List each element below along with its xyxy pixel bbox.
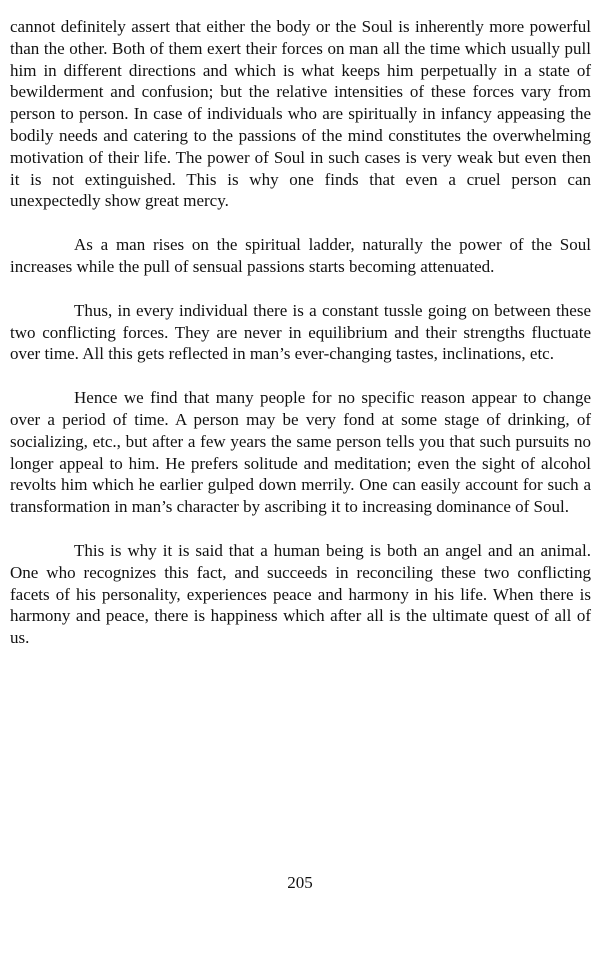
paragraph-1: cannot definitely assert that either the body or the Soul is inherently more powerful than the other. Both of them exert their forces on man all the time which usually pull him in different directions and which is what keeps him perpetually in a state of bewilderment and confusion; but the relative intensities of these forces vary from person to person. In case of individuals who are spiritually in infancy appeasing the bodily needs and catering to the passions of the mind constitutes the overwhelming motivation of their life. The power of Soul in such cases is very weak but even then it is not extinguished. This is why one finds that even a cruel person can unexpectedly show great mercy. xyxy=(10,17,591,211)
page-number: 205 xyxy=(287,873,313,892)
paragraph-5: This is why it is said that a human being is both an angel and an animal. One who recognizes this fact, and succeeds in reconciling these two conflicting facets of his personality, experiences peace and harmony in his life. When there is harmony and peace, there is happiness which after all is the ultimate quest of all of us. xyxy=(10,540,591,648)
paragraph-3: Thus, in every individual there is a constant tussle going on between these two conflicting forces. They are never in equilibrium and their strengths fluctuate over time. All this gets reflected in man’s ever-changing tastes, inclinations, etc. xyxy=(10,300,591,364)
body-text xyxy=(10,16,591,671)
paragraph-4: Hence we find that many people for no specific reason appear to change over a period of time. A person may be very fond at some stage of drinking, of socializing, etc., but after a few years the same person tells you that such pursuits no longer appeal to him. He prefers solitude and meditation; even the sight of alcohol revolts him which he earlier gulped down merrily. One can easily account for such a transformation in man’s character by ascribing it to increasing dominance of Soul. xyxy=(10,388,591,517)
paragraph-2: As a man rises on the spiritual ladder, naturally the power of the Soul increases while the pull of sensual passions starts becoming attenuated. xyxy=(10,235,591,276)
